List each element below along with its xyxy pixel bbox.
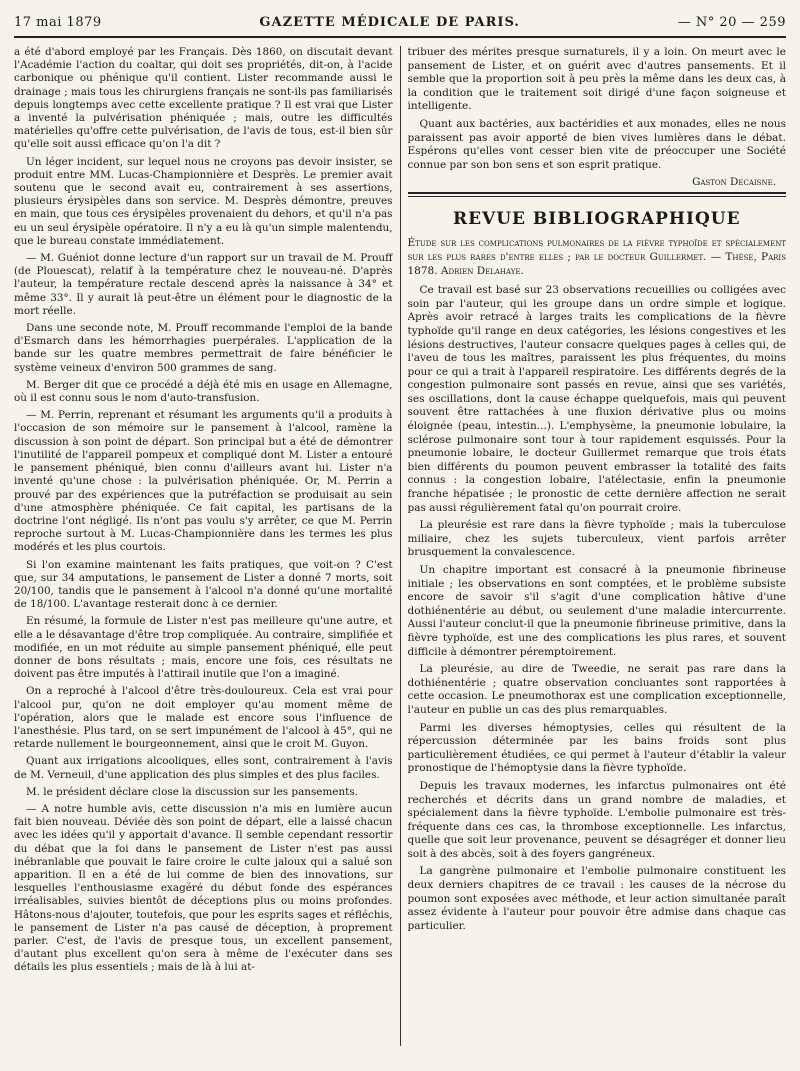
section-title: REVUE BIBLIOGRAPHIQUE bbox=[452, 209, 741, 230]
paragraph: a été d'abord employé par les Français. Dès 1860, on discutait devant l'Académie l'action du coaltar, qui doit ses propriétés, dit-on, à l'acide carbonique ou phénique qu'il contient. Lister recommande aussi le drainage ; mais tous les chirurgiens français ne sont-ils pas familiarisés depuis longtemps avec cette excellente pratique ? Il est vrai que Lister a inventé la pulvérisation phéniquée ; mais, outre les difficultés matérielles qu'offre cette pulvérisation, de l'avis de tous, est-il bien sûr qu'elle soit aussi efficace qu'on l'a dit ? bbox=[14, 46, 393, 151]
paragraph: Si l'on examine maintenant les faits pratiques, que voit-on ? C'est que, sur 34 amputations, le pansement de Lister a donné 7 morts, soit 20/100, tandis que le pansement à l'alcool n'a donné qu'une mortalité de 18/100. L'avantage resterait donc à ce dernier. bbox=[14, 558, 393, 611]
paragraph: La pleurésie est rare dans la fièvre typhoïde ; mais la tuberculose miliaire, chez les sujets tuberculeux, vient parfois arrêter brusquement la convalescence. bbox=[407, 519, 786, 559]
section-divider bbox=[408, 192, 787, 197]
paragraph: Depuis les travaux modernes, les infarctus pulmonaires ont été recherchés et décrits dans un grand nombre de maladies, et spécialement dans la fièvre typhoïde. L'embolie pulmonaire est très-fréquente dans ces cas, la thrombose exceptionnelle. Les infarctus, quelle que soit leur provenance, peuvent se désagréger et donner lieu soit à des abcès, soit à des foyers gangréneux. bbox=[407, 779, 786, 860]
paragraph: La pleurésie, au dire de Tweedie, ne serait pas rare dans la dothiénentérie ; quatre observation concluantes sont rapportées à cette occasion. Le pneumothorax est une complication exceptionnelle, l'auteur en publie un cas des plus remarquables. bbox=[407, 663, 786, 716]
page-header bbox=[14, 14, 786, 38]
paragraph: Parmi les diverses hémoptysies, celles qui résultent de la répercussion déterminée par les bains froids sont plus particulièrement étudiées, ce qui permet à l'auteur d'établir la valeur pronostique de l'hémoptysie dans la fièvre typhoïde. bbox=[407, 721, 786, 775]
paragraph: Un chapitre important est consacré à la pneumonie fibrineuse initiale ; les observations en sont comptées, et le problème subsiste encore de savoir s'il s'agit d'une complication hâtive d'une dothiénentérie au début, ou seulement d'une maladie intercurrente. Aussi l'auteur conclut-il que la pneumonie fibrineuse primitive, dans la fièvre typhoïde, est une des complications les plus rares, et souvent difficile à démontrer péremptoirement. bbox=[407, 564, 786, 658]
paragraph: Quant aux bactéries, aux bactéridies et aux monades, elles ne nous paraissent pas avoir apporté de bien vives lumières dans le débat. Espérons qu'elles vont cesser bien vite de préoccuper une Société connue par son bon sens et son esprit pratique. bbox=[407, 117, 786, 171]
paragraph: — A notre humble avis, cette discussion n'a mis en lumière aucun fait bien nouveau. Déviée dès son point de départ, elle a laissé chacun avec les idées qu'il y apportait d'avance. Il semble cependant ressortir du débat que la foi dans le pansement de Lister n'est pas aussi inébranlable que pouvait le faire croire le culte jaloux qui a salué son apparition. Il en a été de lui comme de bien des innovations, sur lesquelles l'enthousiasme exagéré du début fonde des espérances irréalisables, suivies bientôt de déceptions plus ou moins profondes. Hâtons-nous d'ajouter, toutefois, que pour les esprits sages et réfléchis, le pansement de Lister n'a pas causé de déception, à proprement parler. C'est, de l'avis de presque tous, un excellent pansement, d'autant plus excellent qu'on sera à même de l'exécuter dans ses détails les plus essentiels ; mais de là à lui at- bbox=[14, 802, 393, 974]
paragraph: La gangrène pulmonaire et l'embolie pulmonaire constituent les deux derniers chapitres de ce travail : les causes de la nécrose du poumon sont exposées avec méthode, et leur action simultanée paraît assez évidente à l'auteur pour pouvoir être admise dans chaque cas particulier. bbox=[407, 865, 786, 932]
paragraph: M. le président déclare close la discussion sur les pansements. bbox=[26, 785, 358, 798]
paragraph: Quant aux irrigations alcooliques, elles sont, contrairement à l'avis de M. Verneuil, d'une application des plus simples et des plus faciles. bbox=[14, 755, 393, 781]
paragraph: En résumé, la formule de Lister n'est pas meilleure qu'une autre, et elle a le désavantage d'être trop compliquée. Au contraire, simplifiée et modifiée, en un mot réduite au simple pansement phéniqué, elle peut donner de bons résultats ; mais, encore une fois, ces résultats ne doivent pas être imputés à l'attirail inutile que l'on a imaginé. bbox=[14, 615, 393, 681]
paragraph: On a reproché à l'alcool d'être très-douloureux. Cela est vrai pour l'alcool pur, qu'on ne doit employer qu'au moment même de l'opération, alors que le malade est encore sous l'influence de l'anesthésie. Plus tard, on se sert impunément de l'alcool à 45°, qui ne retarde nullement le bourgeonnement, ainsi que le croit M. Guyon. bbox=[14, 685, 393, 751]
header-date: 17 mai 1879 bbox=[14, 15, 102, 30]
paragraph: tribuer des mérites presque surnaturels, il y a loin. On meurt avec le pansement de Lister, et on guérit avec d'autres pansements. Et il semble que la proportion soit à peu près la même dans les deux cas, à la condition que le traitement soit dirigé d'une façon soigneuse et intelligente. bbox=[407, 46, 786, 113]
paragraph: — M. Perrin, reprenant et résumant les arguments qu'il a produits à l'occasion de son mémoire sur le pansement à l'alcool, ramène la discussion à son point de départ. Son principal but a été de démontrer l'inutilité de l'appareil pompeux et compliqué dont M. Lister a entouré le pansement phéniqué, bien connu d'ailleurs avant lui. Lister n'a inventé qu'une chose : la pulvérisation phéniquée. Or, M. Perrin a prouvé par des expériences que la putréfaction se produisait au sein d'une atmosphère phéniquée. Ce fait capital, les partisans de la doctrine l'ont négligé. Ils n'ont pas voulu s'y arrêter, ce que M. Perrin reproche surtout à M. Lucas-Championnière dans les termes les plus modérés et les plus courtois. bbox=[14, 409, 393, 554]
columns bbox=[14, 46, 786, 1046]
right-column bbox=[408, 46, 787, 1046]
paragraph: M. Berger dit que ce procédé a déjà été mis en usage en Allemagne, où il est connu sous le nom d'auto-transfusion. bbox=[14, 378, 393, 405]
paragraph: Un léger incident, sur lequel nous ne croyons pas devoir insister, se produit entre MM. Lucas-Championnière et Desprès. Le premier avait soutenu que le second avait eu, contrairement à ses assertions, plusieurs érysipèles dans son service. M. Desprès démontre, preuves en main, que tous ces érysipèles provenaient du dehors, et qu'il n'a pas eu un seul érysipèle opératoire. Il n'y a eu là qu'un simple malentendu, que le bureau constate immédiatement. bbox=[14, 155, 393, 247]
header-title: GAZETTE MÉDICALE DE PARIS. bbox=[259, 15, 520, 30]
section-subtitle: Étude sur les complications pulmonaires de la fièvre typhoïde et spécialement sur les plus rares d'entre elles ; par le docteur Guillermet. — Thèse, Paris 1878. Adrien Delahaye. bbox=[407, 237, 786, 277]
column-divider bbox=[400, 46, 401, 1046]
paragraph: — M. Guéniot donne lecture d'un rapport sur un travail de M. Prouff (de Plouescat), relatif à la température chez le nouveau-né. D'après l'auteur, la température rectale descend après la naissance à 34° et même 33°. Il y aurait là peut-être un élément pour le diagnostic de la mort réelle. bbox=[14, 252, 393, 317]
header-issue: — N° 20 — 259 bbox=[677, 15, 786, 30]
left-column bbox=[14, 46, 393, 1046]
signature: Gaston Decaisne. bbox=[692, 176, 776, 189]
paragraph: Dans une seconde note, M. Prouff recommande l'emploi de la bande d'Esmarch dans les hémorrhagies puerpérales. L'application de la bande sur les quatre membres permettrait de faire bénéficier le système veineux d'environ 500 grammes de sang. bbox=[14, 322, 393, 374]
paragraph: Ce travail est basé sur 23 observations recueillies ou colligées avec soin par l'auteur, qui les groupe dans un ordre simple et logique. Après avoir retracé à larges traits les complications de la fièvre typhoïde qu'il range en deux catégories, les lésions congestives et les lésions destructives, l'auteur consacre quelques pages à celles qui, de l'aveu de tous les maîtres, paraissent les plus fréquentes, du moins pour ce qui a trait à l'appareil respiratoire. Les différents degrés de la congestion pulmonaire sont passés en revue, ainsi que ses variétés, ses oscillations, dont la cause échappe quelquefois, mais qui peuvent souvent être rattachées à une fluxion dérivative plus ou moins éloignée (peau, intestin...). L'emphysème, la pneumonie lobulaire, la sclérose pulmonaire sont tour à tour rapidement esquissés. Pour la pneumonie lobaire, le docteur Guillermet remarque que trois états bien différents du poumon peuvent embrasser la totalité des faits connus : la congestion lobaire, l'atélectasie, enfin la pneumonie franche hépatisée ; le pronostic de cette dernière affection ne serait pas aussi régulièrement fatal qu'on pourrait croire. bbox=[407, 284, 786, 514]
